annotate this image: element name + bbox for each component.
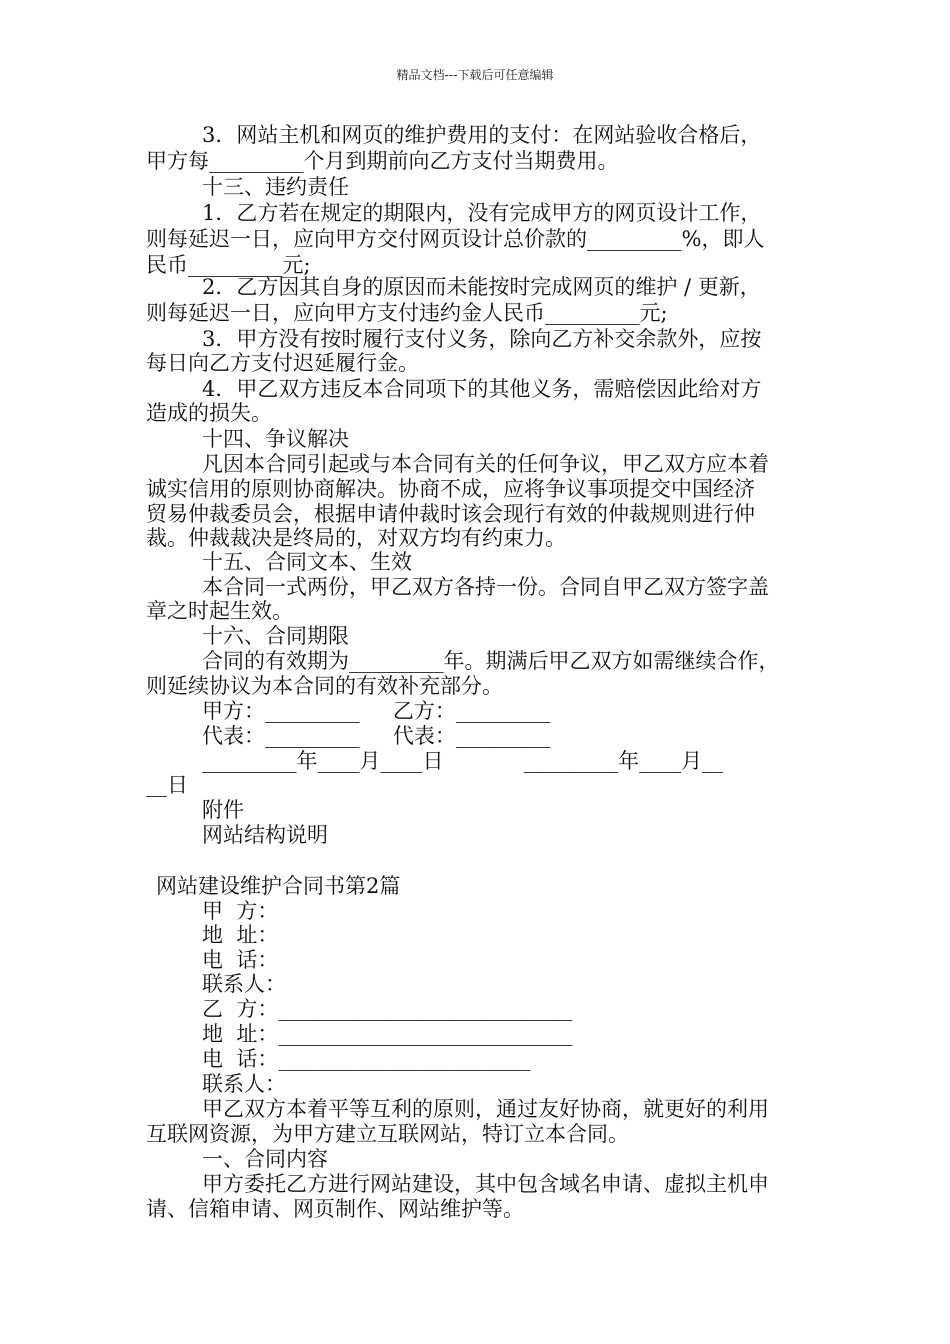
text-line: 4．甲乙双方违反本合同项下的其他义务，需赔偿因此给对方	[202, 377, 762, 401]
text-line: 本合同一式两份，甲乙双方各持一份。合同自甲乙双方签字盖	[202, 575, 769, 599]
text-line: 请、信箱申请、网页制作、网站维护等。	[146, 1197, 524, 1221]
document-title: 网站建设维护合同书第2篇	[156, 874, 401, 898]
date-line: __日	[146, 773, 188, 797]
text-line: 则每延迟一日，应向甲方交付网页设计总价款的_________%，即人	[146, 227, 765, 251]
section-heading: 一、合同内容	[202, 1147, 328, 1171]
text-line: 造成的损失。	[146, 401, 272, 425]
party-field: 乙 方：____________________________	[202, 997, 573, 1021]
text-line: 则每延迟一日，应向甲方支付违约金人民币_________元;	[146, 301, 668, 325]
text-line: 甲方每_________个月到期前向乙方支付当期费用。	[146, 149, 619, 173]
page-header: 精品文档---下载后可任意编辑	[396, 68, 554, 82]
text-line: 甲方委托乙方进行网站建设，其中包含域名申请、虚拟主机申	[202, 1172, 769, 1196]
text-line: 网站结构说明	[202, 823, 328, 847]
text-line: 1．乙方若在规定的期限内，没有完成甲方的网页设计工作，	[202, 201, 762, 225]
text-line: 章之时起生效。	[146, 599, 293, 623]
text-line: 裁。仲裁裁决是终局的，对双方均有约束力。	[146, 526, 566, 550]
text-line: 凡因本合同引起或与本合同有关的任何争议，甲乙双方应本着	[202, 452, 769, 476]
signature-line: 甲方：_________ 乙方：_________	[202, 699, 551, 723]
text-line: 3．甲方没有按时履行支付义务，除向乙方补交余款外，应按	[202, 327, 762, 351]
text-line: 3．网站主机和网页的维护费用的支付：在网站验收合格后，	[202, 123, 762, 147]
section-heading: 十五、合同文本、生效	[202, 550, 412, 574]
party-field: 地 址：____________________________	[202, 1022, 573, 1046]
section-heading: 十三、违约责任	[202, 175, 349, 199]
text-line: 附件	[202, 798, 244, 822]
text-line: 民币_________元;	[146, 253, 311, 277]
party-field: 电 话：________________________	[202, 1047, 531, 1071]
party-field: 甲 方：	[202, 899, 279, 923]
party-field: 地 址：	[202, 923, 279, 947]
party-field: 联系人：	[202, 972, 286, 996]
party-field: 联系人：	[202, 1072, 286, 1096]
text-line: 贸易仲裁委员会，根据申请仲裁时该会现行有效的仲裁规则进行仲	[146, 502, 755, 526]
text-line: 则延续协议为本合同的有效补充部分。	[146, 674, 503, 698]
text-line: 诚实信用的原则协商解决。协商不成，应将争议事项提交中国经济	[146, 477, 755, 501]
signature-line: 代表：_________ 代表：_________	[202, 724, 551, 748]
date-line: _________年____月____日 _________年____月__	[202, 749, 724, 773]
text-line: 甲乙双方本着平等互利的原则，通过友好协商，就更好的利用	[202, 1097, 769, 1121]
text-line: 互联网资源，为甲方建立互联网站，特订立本合同。	[146, 1122, 629, 1146]
section-heading: 十六、合同期限	[202, 624, 349, 648]
section-heading: 十四、争议解决	[202, 427, 349, 451]
party-field: 电 话：	[202, 948, 279, 972]
text-line: 每日向乙方支付迟延履行金。	[146, 351, 419, 375]
text-line: 合同的有效期为_________年。期满后甲乙双方如需继续合作，	[202, 649, 780, 673]
text-line: 2．乙方因其自身的原因而未能按时完成网页的维护 / 更新，	[202, 275, 761, 299]
